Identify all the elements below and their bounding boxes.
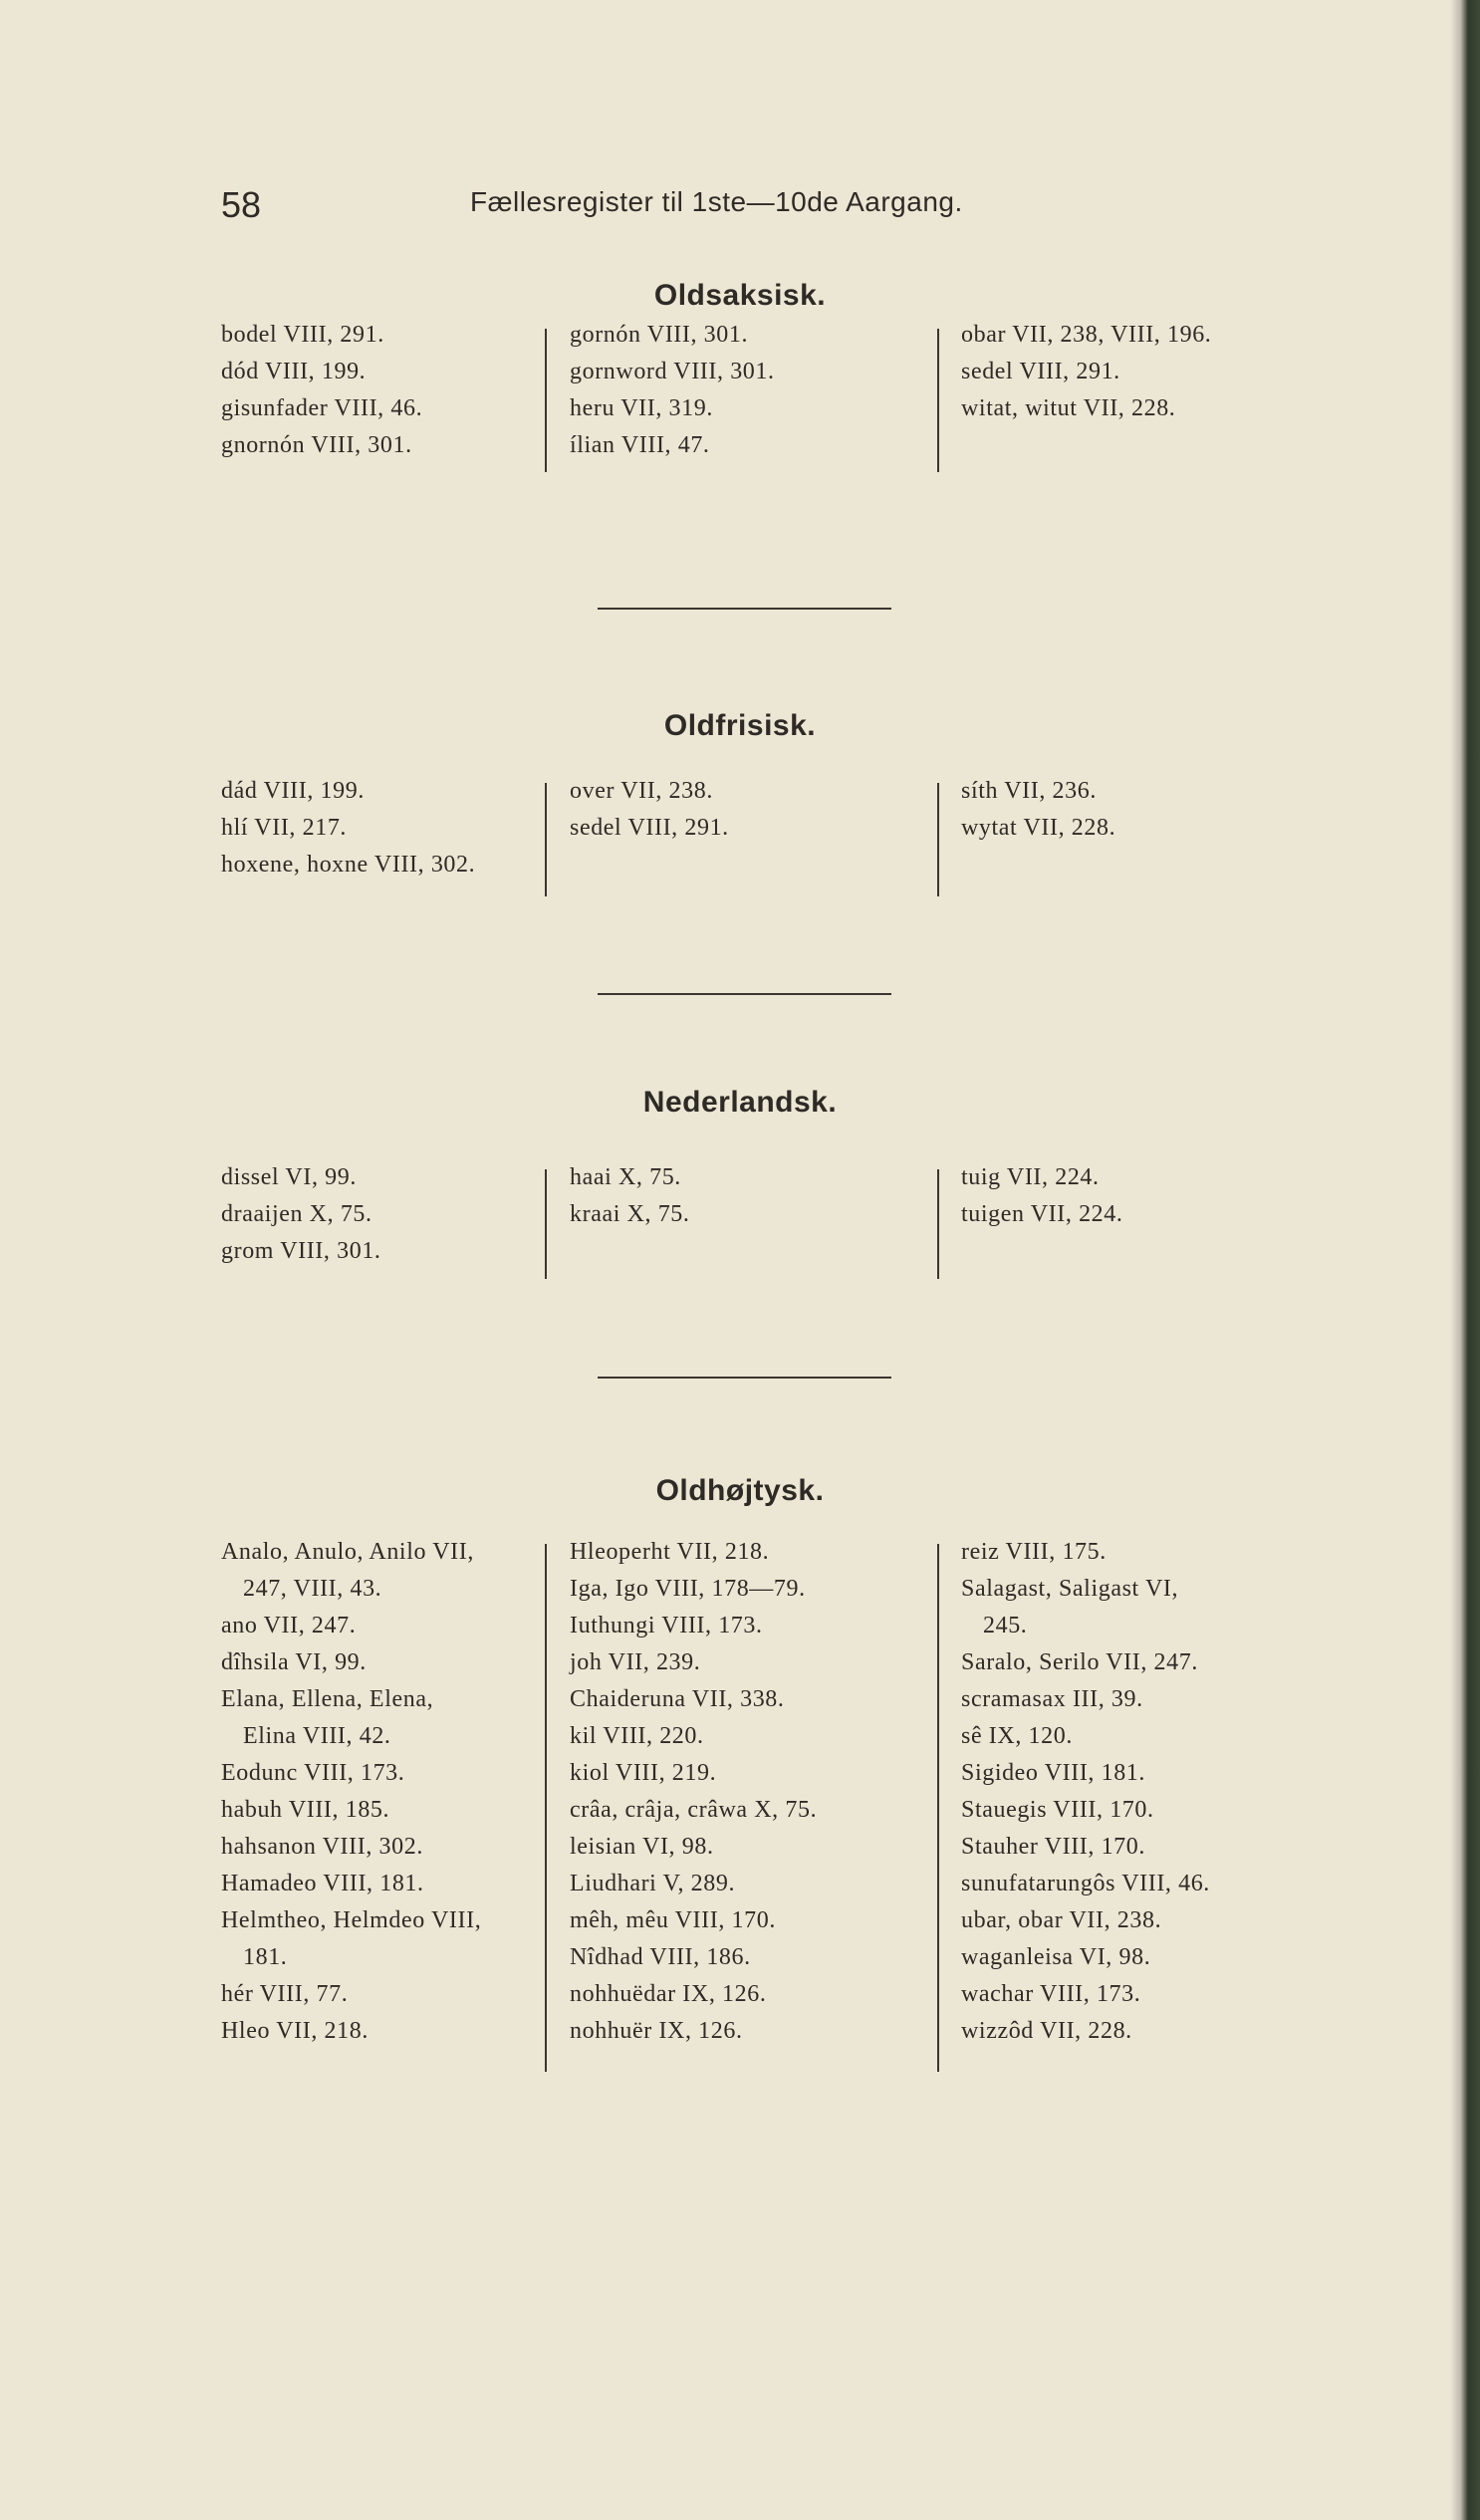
column-divider [545, 1169, 547, 1279]
index-entry: Stauegis VIII, 170. [961, 1797, 1154, 1823]
section-oldsaksisk-col-2 [570, 317, 775, 464]
section-oldsaksisk-col-3 [961, 317, 1211, 427]
index-entry: nohhuëdar IX, 126. [570, 1981, 767, 2007]
index-entry: Elana, Ellena, Elena, [221, 1686, 434, 1712]
index-entry: grom VIII, 301. [221, 1238, 381, 1264]
section-title-oldsaksisk: Oldsaksisk. [653, 279, 827, 312]
index-entry: kiol VIII, 219. [570, 1760, 717, 1786]
index-entry: dissel VI, 99. [221, 1164, 357, 1190]
index-entry: tuig VII, 224. [961, 1164, 1100, 1190]
index-entry: Eodunc VIII, 173. [221, 1760, 405, 1786]
index-entry: mêh, mêu VIII, 170. [570, 1907, 776, 1933]
index-entry: leisian VI, 98. [570, 1834, 714, 1860]
index-entry-continued: Elina VIII, 42. [243, 1723, 391, 1749]
index-entry: obar VII, 238, VIII, 196. [961, 322, 1212, 348]
section-title-oldfrisisk: Oldfrisisk. [663, 709, 817, 742]
index-entry: Chaideruna VII, 338. [570, 1686, 785, 1712]
index-entry: sedel VIII, 291. [961, 359, 1120, 384]
index-entry: reiz VIII, 175. [961, 1539, 1107, 1565]
section-title-nederlandsk: Nederlandsk. [642, 1086, 838, 1119]
page-number: 58 [221, 184, 262, 225]
index-entry: Iuthungi VIII, 173. [570, 1613, 763, 1638]
index-entry: gisunfader VIII, 46. [221, 395, 423, 421]
column-divider [937, 783, 939, 896]
index-entry: síth VII, 236. [961, 778, 1097, 804]
index-entry: bodel VIII, 291. [221, 322, 384, 348]
index-entry: hoxene, hoxne VIII, 302. [221, 852, 476, 878]
index-entry: gnornón VIII, 301. [221, 432, 412, 458]
index-entry: Hleoperht VII, 218. [570, 1539, 770, 1565]
index-entry: crâa, crâja, crâwa X, 75. [570, 1797, 818, 1823]
index-entry: haai X, 75. [570, 1164, 681, 1190]
index-entry: Analo, Anulo, Anilo VII, [221, 1539, 474, 1565]
index-entry: Liudhari V, 289. [570, 1871, 736, 1896]
index-entry: nohhuër IX, 126. [570, 2018, 743, 2044]
index-entry: wizzôd VII, 228. [961, 2018, 1132, 2044]
index-entry-continued: 181. [243, 1944, 288, 1970]
section-nederlandsk-col-2 [570, 1159, 690, 1233]
section-separator [598, 993, 891, 995]
column-divider [937, 329, 939, 472]
index-entry: waganleisa VI, 98. [961, 1944, 1151, 1970]
column-divider [937, 1544, 939, 2072]
index-entry: heru VII, 319. [570, 395, 713, 421]
index-entry: Hleo VII, 218. [221, 2018, 369, 2044]
index-entry: Helmtheo, Helmdeo VIII, [221, 1907, 482, 1933]
section-separator [598, 608, 891, 610]
index-entry-continued: 247, VIII, 43. [243, 1576, 382, 1602]
index-entry: Stauher VIII, 170. [961, 1834, 1145, 1860]
section-oldfrisisk-col-2 [570, 773, 729, 847]
index-entry: hahsanon VIII, 302. [221, 1834, 423, 1860]
index-entry: hlí VII, 217. [221, 815, 348, 841]
index-entry: draaijen X, 75. [221, 1201, 372, 1227]
section-nederlandsk-col-1 [221, 1159, 381, 1270]
index-entry: wachar VIII, 173. [961, 1981, 1141, 2007]
index-entry: Salagast, Saligast VI, [961, 1576, 1179, 1602]
index-entry: Sigideo VIII, 181. [961, 1760, 1146, 1786]
index-entry: gornword VIII, 301. [570, 359, 775, 384]
index-entry: gornón VIII, 301. [570, 322, 749, 348]
section-oldhojtysk-col-3 [961, 1534, 1210, 2050]
index-entry: wytat VII, 228. [961, 815, 1116, 841]
index-entry: Saralo, Serilo VII, 247. [961, 1649, 1198, 1675]
index-entry: sunufatarungôs VIII, 46. [961, 1871, 1210, 1896]
running-title: Fællesregister til 1ste—10de Aargang. [470, 186, 963, 217]
section-oldhojtysk-col-1 [221, 1534, 481, 2050]
index-entry: over VII, 238. [570, 778, 713, 804]
column-divider [937, 1169, 939, 1279]
section-oldfrisisk-col-1 [221, 773, 475, 883]
index-entry: ubar, obar VII, 238. [961, 1907, 1162, 1933]
page-edge [1450, 0, 1480, 2520]
index-entry: scramasax III, 39. [961, 1686, 1143, 1712]
section-oldfrisisk-col-3 [961, 773, 1115, 847]
index-entry-continued: 245. [983, 1613, 1028, 1638]
section-oldhojtysk-col-2 [570, 1534, 817, 2050]
index-entry: tuigen VII, 224. [961, 1201, 1123, 1227]
index-entry: Nîdhad VIII, 186. [570, 1944, 751, 1970]
index-entry: kraai X, 75. [570, 1201, 690, 1227]
index-entry: ílian VIII, 47. [570, 432, 710, 458]
index-entry: sê IX, 120. [961, 1723, 1073, 1749]
index-entry: dád VIII, 199. [221, 778, 365, 804]
column-divider [545, 1544, 547, 2072]
section-separator [598, 1377, 891, 1379]
column-divider [545, 329, 547, 472]
section-oldsaksisk-col-1 [221, 317, 422, 464]
index-entry: witat, witut VII, 228. [961, 395, 1176, 421]
section-nederlandsk-col-3 [961, 1159, 1122, 1233]
index-entry: Iga, Igo VIII, 178—79. [570, 1576, 806, 1602]
index-entry: dód VIII, 199. [221, 359, 367, 384]
index-entry: sedel VIII, 291. [570, 815, 729, 841]
index-entry: dîhsila VI, 99. [221, 1649, 367, 1675]
index-entry: Hamadeo VIII, 181. [221, 1871, 424, 1896]
index-entry: kil VIII, 220. [570, 1723, 704, 1749]
index-entry: ano VII, 247. [221, 1613, 357, 1638]
column-divider [545, 783, 547, 896]
section-title-oldhojtysk: Oldhøjtysk. [655, 1474, 825, 1507]
index-entry: joh VII, 239. [570, 1649, 701, 1675]
page-header [221, 184, 1117, 234]
index-entry: hér VIII, 77. [221, 1981, 349, 2007]
index-entry: habuh VIII, 185. [221, 1797, 390, 1823]
